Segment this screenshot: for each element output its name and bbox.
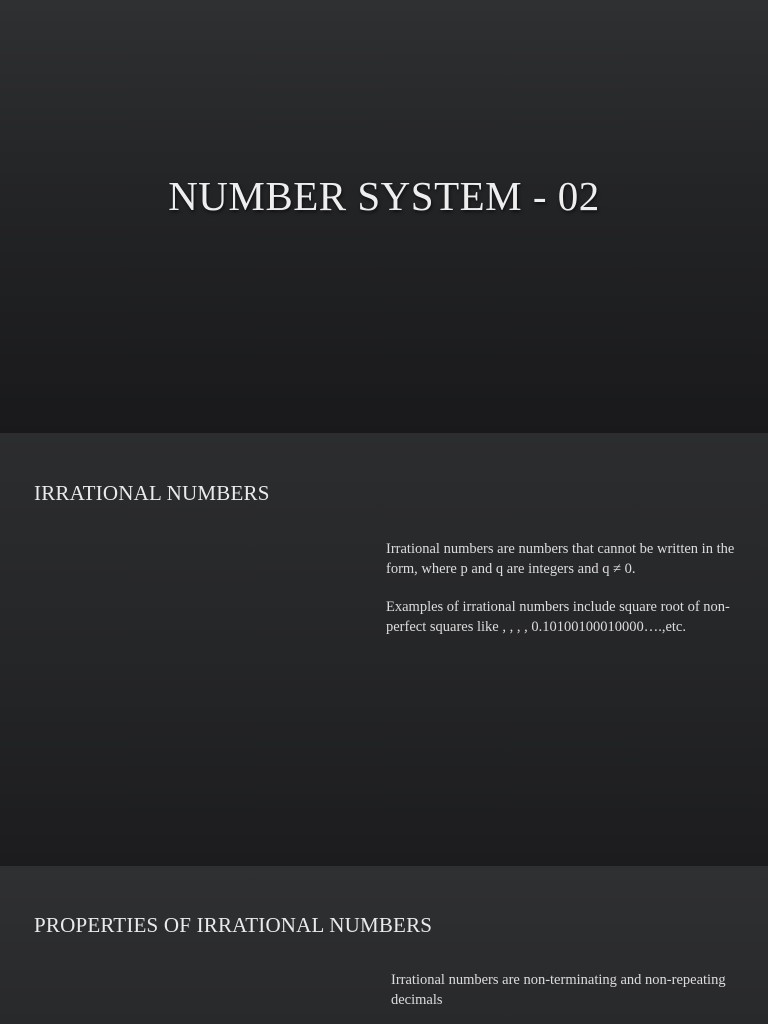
- slide-irrational-numbers: [0, 433, 768, 866]
- property-paragraph: Irrational numbers are non-terminating and non-repeating decimals: [391, 972, 726, 1008]
- slide-heading: IRRATIONAL NUMBERS: [34, 481, 270, 505]
- slide-body: [386, 540, 746, 637]
- slide-title: [0, 0, 768, 433]
- examples-paragraph: Examples of irrational numbers include square root of non-perfect squares like , , , , 0.10100100010000….,etc.: [386, 599, 730, 635]
- slide-body: [391, 971, 731, 1010]
- slide-heading: PROPERTIES OF IRRATIONAL NUMBERS: [34, 913, 433, 937]
- presentation-title: NUMBER SYSTEM - 02: [168, 173, 600, 219]
- slide-properties: [0, 866, 768, 1024]
- definition-paragraph: Irrational numbers are numbers that cannot be written in the form, where p and q are integers and q ≠ 0.: [386, 541, 735, 577]
